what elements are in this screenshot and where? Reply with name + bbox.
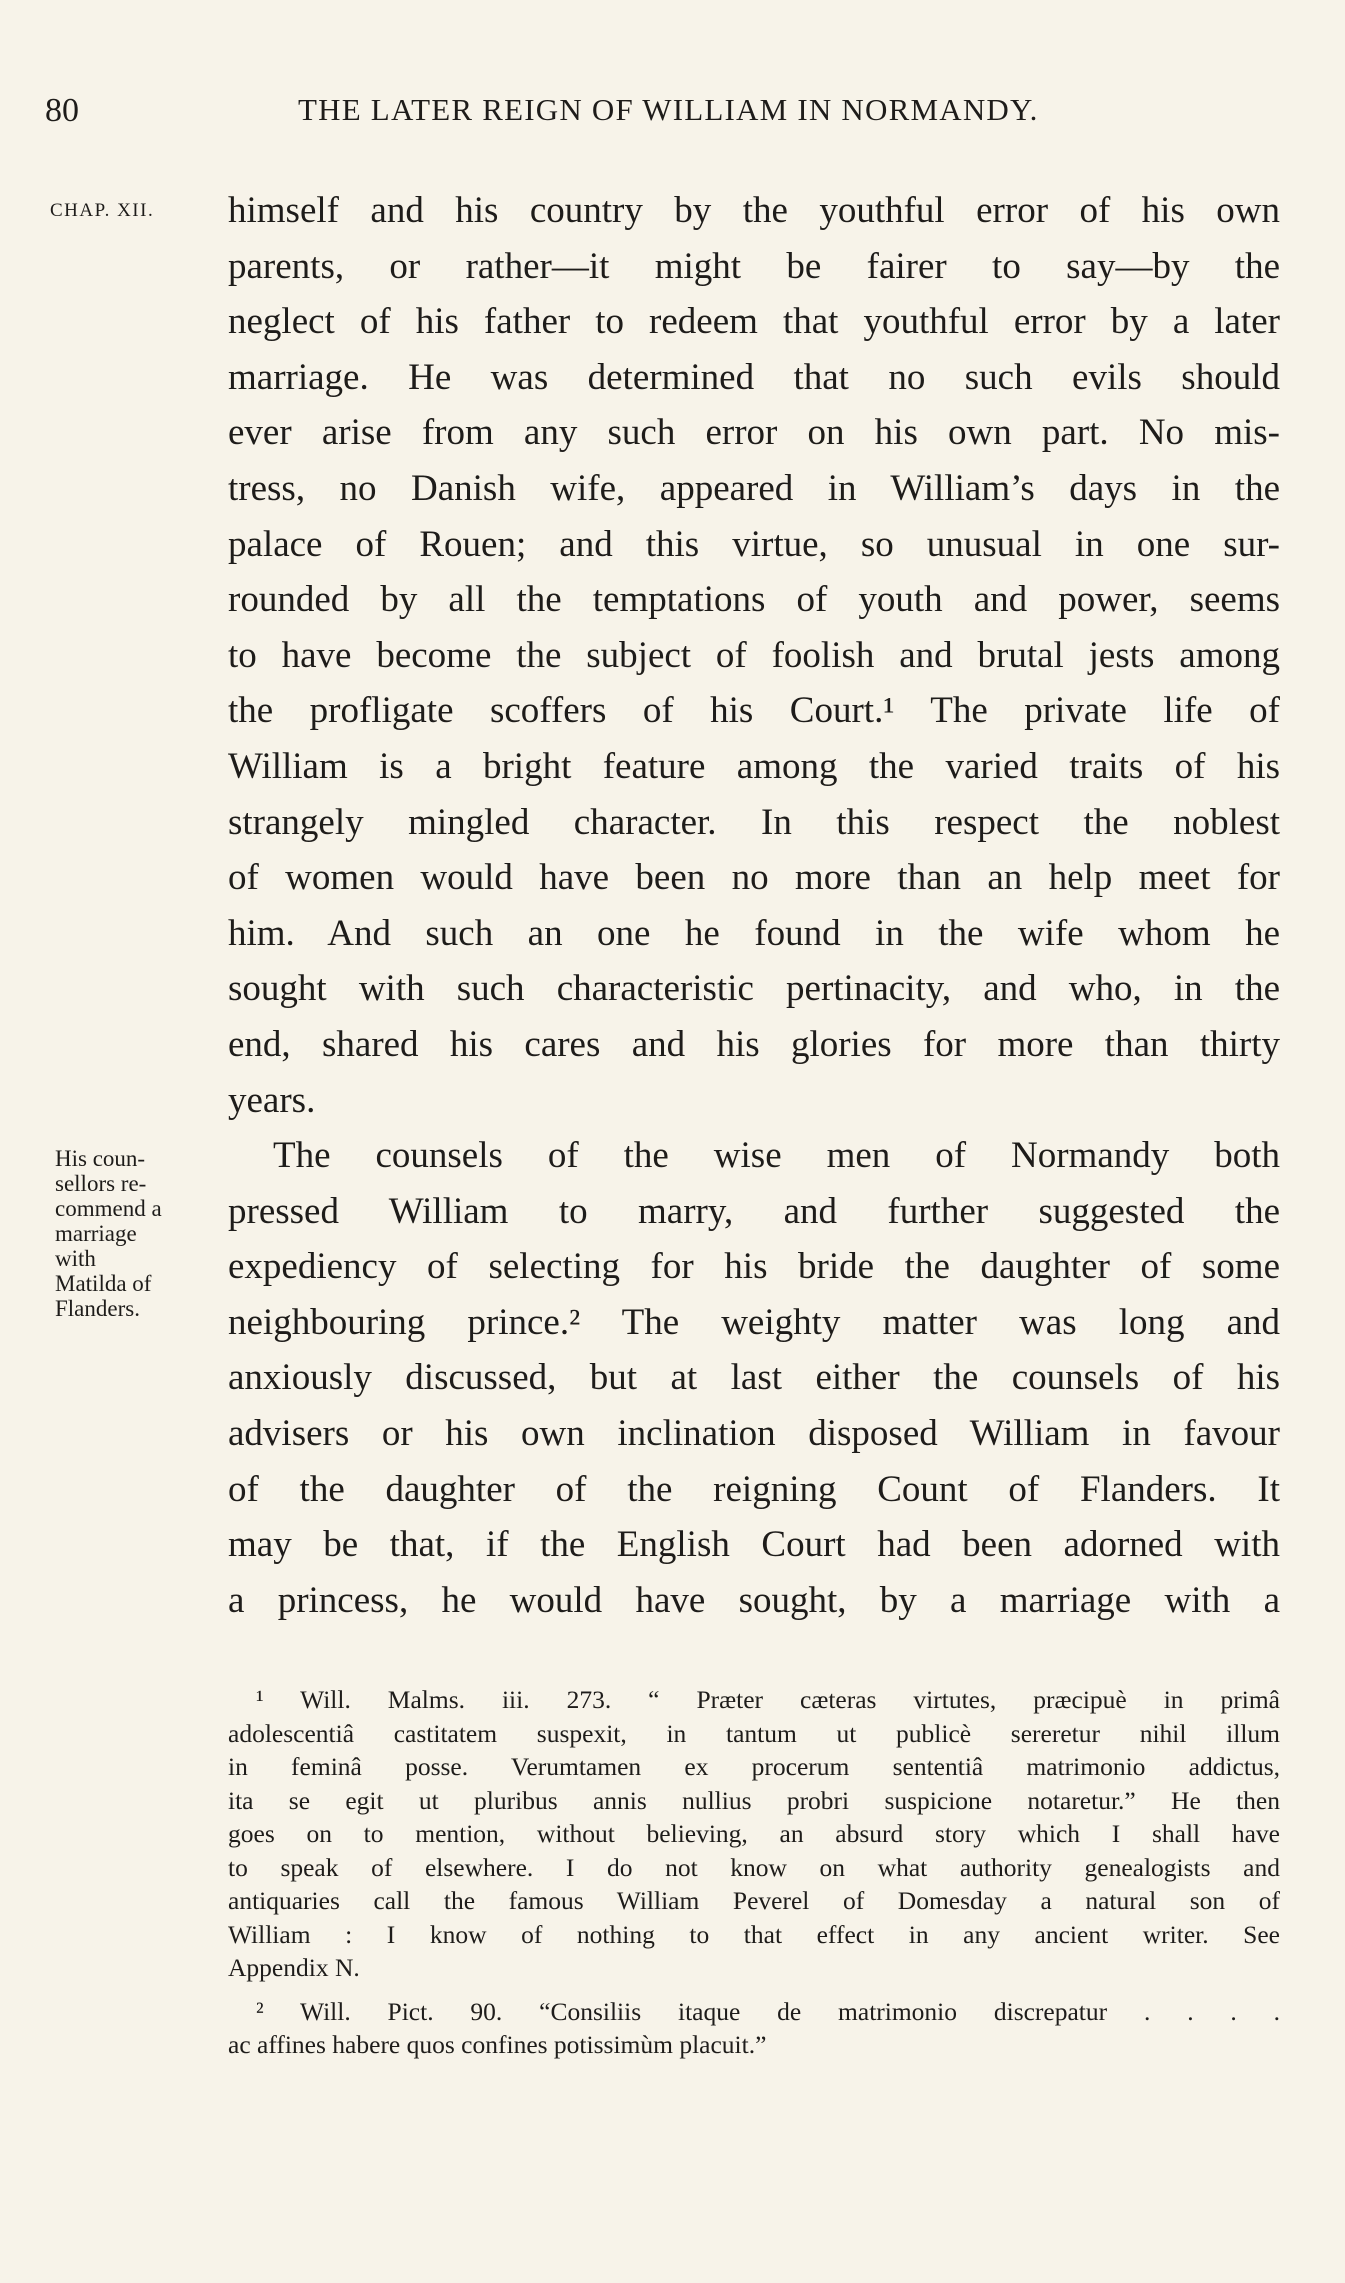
body-line: the profligate scoffers of his Court.¹ The private life of <box>228 690 1280 732</box>
side-note-line: marriage <box>55 1221 137 1246</box>
side-note <box>55 1146 225 1321</box>
footnote-line: adolescentiâ castitatem suspexit, in tantum ut publicè sereretur nihil illum <box>228 1718 1280 1748</box>
footnote-line: ac affines habere quos confines potissimùm placuit.” <box>228 2030 767 2059</box>
body-line: anxiously discussed, but at last either the counsels of his <box>228 1357 1280 1399</box>
body-line: himself and his country by the youthful error of his own <box>228 190 1280 231</box>
body-line: neighbouring prince.² The weighty matter was long and <box>228 1301 1280 1343</box>
footnote-line: ¹ Will. Malms. iii. 273. “ Præter cæteras virtutes, præcipuè in primâ <box>256 1685 1280 1714</box>
body-line: rounded by all the temptations of youth and power, seems <box>228 579 1280 621</box>
body-line: strangely mingled character. In this respect the noblest <box>228 801 1280 843</box>
body-line: The counsels of the wise men of Normandy both <box>273 1135 1280 1177</box>
side-note-line: with <box>55 1246 96 1271</box>
body-line: a princess, he would have sought, by a marriage with a <box>228 1579 1280 1621</box>
body-line: marriage. He was determined that no such evils should <box>228 356 1280 398</box>
body-line: parents, or rather—it might be fairer to say—by the <box>228 245 1280 287</box>
footnote-line: goes on to mention, without believing, an absurd story which I shall have <box>228 1819 1280 1848</box>
body-line: him. And such an one he found in the wife whom he <box>228 912 1280 954</box>
body-text <box>228 183 1280 1628</box>
footnote-line: antiquaries call the famous William Peverel of Domesday a natural son of <box>228 1886 1280 1915</box>
chapter-label: CHAP. XII. <box>50 200 155 221</box>
body-line: years. <box>228 1079 316 1121</box>
body-line: end, shared his cares and his glories for more than thirty <box>228 1023 1280 1065</box>
side-note-line: His coun- <box>55 1146 146 1171</box>
footnote-line: ² Will. Pict. 90. “Consiliis itaque de matrimonio discrepatur . . . . <box>256 1996 1280 2026</box>
side-note-line: sellors re- <box>55 1171 147 1196</box>
body-line: of the daughter of the reigning Count of Flanders. It <box>228 1468 1280 1510</box>
body-line: pressed William to marry, and further suggested the <box>228 1190 1280 1232</box>
body-line: sought with such characteristic pertinacity, and who, in the <box>228 968 1280 1010</box>
page-number: 80 <box>45 92 79 129</box>
body-line: of women would have been no more than an help meet for <box>228 857 1280 899</box>
footnote-line: William : I know of nothing to that effect in any ancient writer. See <box>228 1919 1280 1949</box>
body-line: advisers or his own inclination disposed William in favour <box>228 1413 1280 1455</box>
side-note-line: Matilda of <box>55 1271 152 1296</box>
body-line: palace of Rouen; and this virtue, so unusual in one sur- <box>228 523 1280 565</box>
running-title: THE LATER REIGN OF WILLIAM IN NORMANDY. <box>298 92 1039 127</box>
footnote-line: to speak of elsewhere. I do not know on what authority genealogists and <box>228 1852 1280 1882</box>
body-line: may be that, if the English Court had been adorned with <box>228 1524 1280 1566</box>
footnote-line: in feminâ posse. Verumtamen ex procerum sententiâ matrimonio addictus, <box>228 1752 1280 1781</box>
side-note-line: Flanders. <box>55 1296 140 1321</box>
side-note-line: commend a <box>55 1196 162 1221</box>
footnote-spacer <box>228 1985 1280 1995</box>
footnotes <box>228 1683 1280 2062</box>
body-line: ever arise from any such error on his own part. No mis- <box>228 412 1280 454</box>
footnote-line: ita se egit ut pluribus annis nullius probri suspicione notaretur.” He then <box>228 1785 1280 1815</box>
body-line: William is a bright feature among the varied traits of his <box>228 745 1280 787</box>
body-line: tress, no Danish wife, appeared in William’s days in the <box>228 467 1280 509</box>
body-line: neglect of his father to redeem that youthful error by a later <box>228 301 1280 343</box>
body-line: to have become the subject of foolish and brutal jests among <box>228 634 1280 676</box>
body-line: expediency of selecting for his bride the daughter of some <box>228 1246 1280 1288</box>
footnote-line: Appendix N. <box>228 1953 360 1982</box>
